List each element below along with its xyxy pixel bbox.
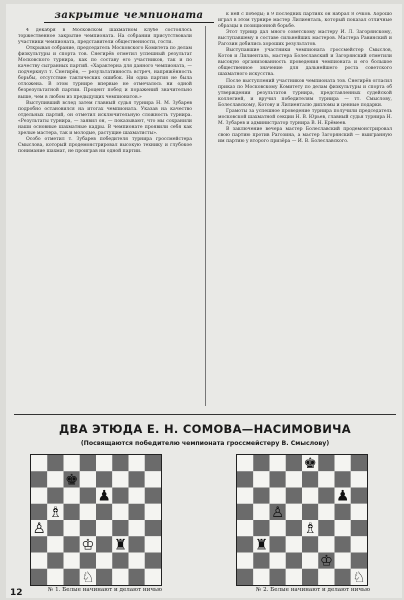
- board-square: [112, 569, 128, 585]
- board-square: [31, 488, 47, 504]
- board-square: [286, 553, 302, 569]
- board-square: [31, 455, 47, 471]
- magazine-page: [6, 4, 402, 598]
- board-square: [335, 455, 351, 471]
- board-square: [80, 488, 96, 504]
- board-square: [302, 553, 318, 569]
- board-square: [145, 471, 161, 487]
- board-square: [253, 504, 269, 520]
- board-square: [270, 569, 286, 585]
- board-square: [80, 520, 96, 536]
- board-square: [31, 569, 47, 585]
- article-paragraph: к ней с победы; в 9 последних партиях он набрал 8 очков. Хорошо играл в этом турнире мастер Лилиенталь, который показал отличные образцы в позиционной борьбе.: [218, 12, 392, 30]
- board-square: [145, 455, 161, 471]
- board-square: [129, 553, 145, 569]
- board-square: [145, 536, 161, 552]
- board-square: [286, 455, 302, 471]
- board-square: [318, 471, 334, 487]
- chess-piece-icon: ♜: [254, 536, 268, 554]
- board-square: [112, 520, 128, 536]
- board-square: [31, 553, 47, 569]
- board-square: [237, 553, 253, 569]
- board-square: [112, 553, 128, 569]
- board-square: [96, 471, 112, 487]
- board-square: [145, 569, 161, 585]
- board-square: [270, 520, 286, 536]
- board-square: [270, 536, 286, 552]
- article-paragraph: 4 декабря в Московском шахматном клубе состоялось торжественное закрытие чемпионата. На собрании присутствовали участники чемпионата, представители общественности, гости.: [18, 28, 192, 46]
- chess-piece-icon: ♗: [303, 520, 317, 537]
- board-square: [237, 471, 253, 487]
- section-title: закрытие чемпионата: [44, 10, 214, 23]
- chess-diagram-1: [30, 454, 162, 586]
- board-square: [129, 536, 145, 552]
- chess-diagram-2: [236, 454, 368, 586]
- board-square: [335, 536, 351, 552]
- board-square: [318, 488, 334, 504]
- board-square: [47, 471, 63, 487]
- board-square: [302, 536, 318, 552]
- board-square: [96, 536, 112, 552]
- board-square: [47, 455, 63, 471]
- article-right-column: [218, 12, 392, 408]
- etude-subtitle: (Посвящаются победителю чемпионата гроссмейстеру В. Смыслову): [80, 440, 330, 447]
- board-square: [112, 471, 128, 487]
- article-paragraph: В заключение вечера мастер Болеславский продемонстрировал свою партию против Рагозина, а мастер Загорянский — выигранную им партию у второго призёра — И. В. Болеславского.: [218, 126, 392, 144]
- board-square: [253, 455, 269, 471]
- chess-piece-icon: ♟: [336, 487, 350, 505]
- board-square: [96, 569, 112, 585]
- article-paragraph: Открывая собрание, председатель Московского Комитета по делам физкультуры и спорта тов. Снегирёв отметил успешный результат Московского турнира, как по составу его участников, так и по качеству сыгранных партий. «Характерна для данного чемпионата, — подчеркнул т. Снегирёв, — результативность встреч, напряжённость борьбы, отсутствие тактических ошибок. Ни одна партия не была отложена. В этом турнире впервые не отмечалось ни одной безрезультатной партии. Процент побед и поражений значительно выше, чем в любом из предыдущих чемпионатов.»: [18, 46, 192, 100]
- article-paragraph: Особо отметил т. Зубарев победителя турнира гроссмейстера Смыслова, который продемонстрировал высокую технику и глубокое понимание шахмат, не проиграв ни одной партии.: [18, 136, 192, 154]
- board-square: [112, 455, 128, 471]
- board-square: [302, 504, 318, 520]
- board-square: [96, 553, 112, 569]
- board-square: [47, 536, 63, 552]
- board-square: [129, 569, 145, 585]
- board-square: [270, 488, 286, 504]
- board-square: [286, 520, 302, 536]
- board-square: [335, 471, 351, 487]
- board-square: [64, 520, 80, 536]
- article-paragraph: Этот турнир дал много советскому мастеру И. Л. Загорянскому, выступавшему в составе сильнейших мастеров. Мастера Равинский и Рагозин добились хороших результатов.: [218, 30, 392, 48]
- board-square: [47, 553, 63, 569]
- board-square: [129, 520, 145, 536]
- board-square: [286, 569, 302, 585]
- article-paragraph: Выступивший вслед затем главный судья турнира Н. М. Зубарев подробно остановился на итогах чемпионата. Указав на качество отдельных партий, он отметил исключительную сложность турнира. «Результаты турнира, — заявил он, — показывают, что мы сохранили наши основные шахматные кадры. В чемпионате проявили себя как зрелые мастера, так и молодые, растущие шахматисты».: [18, 100, 192, 136]
- board-square: [145, 553, 161, 569]
- board-square: [96, 455, 112, 471]
- diagram-1-caption: № 1. Белые начинают и делают ничью: [48, 587, 162, 593]
- chess-piece-icon: ♟: [97, 487, 111, 505]
- chess-piece-icon: ♙: [271, 503, 285, 521]
- article-paragraph: Грамоты за успешное проведение турнира получили председатель московской шахматной секции Н. В. Юрьев, главный судья турнира Н. М. Зубарев и администратор турнира В. Н. Ерёмеев.: [218, 108, 392, 126]
- page-number: 12: [10, 588, 23, 598]
- column-divider: [205, 26, 206, 406]
- etude-title: ДВА ЭТЮДА Е. Н. СОМОВА—НАСИМОВИЧА: [59, 422, 351, 436]
- board-square: [64, 488, 80, 504]
- article-left-column: [18, 28, 192, 408]
- board-square: [335, 504, 351, 520]
- board-square: [335, 553, 351, 569]
- board-square: [253, 553, 269, 569]
- chess-piece-icon: ♔: [319, 552, 333, 570]
- chess-piece-icon: ♘: [352, 568, 366, 585]
- chessboard: [31, 455, 161, 585]
- board-square: [96, 520, 112, 536]
- article-paragraph: После выступлений участников чемпионата тов. Снегирёв огласил приказ по Московскому Комитету по делам физкультуры и спорта об утверждении результатов турнира, представленных судейской коллегией, и вручил победителям турнира — тт. Смыслову, Болеславскому, Котову и Лилиенталю дипломы и ценные подарки.: [218, 78, 392, 108]
- board-square: [253, 569, 269, 585]
- board-square: [318, 504, 334, 520]
- board-square: [47, 569, 63, 585]
- board-square: [80, 553, 96, 569]
- board-square: [335, 569, 351, 585]
- chess-piece-icon: ♔: [81, 536, 95, 554]
- board-square: [237, 569, 253, 585]
- board-square: [112, 488, 128, 504]
- diagram-2-caption: № 2. Белые начинают и делают ничью: [256, 587, 370, 593]
- chessboard: [237, 455, 367, 585]
- board-square: [64, 504, 80, 520]
- board-square: [129, 488, 145, 504]
- board-square: [286, 471, 302, 487]
- board-square: [237, 455, 253, 471]
- board-square: [253, 488, 269, 504]
- chess-piece-icon: ♚: [303, 455, 317, 472]
- board-square: [64, 536, 80, 552]
- chess-piece-icon: ♚: [65, 471, 79, 489]
- board-square: [351, 520, 367, 536]
- board-square: [129, 455, 145, 471]
- board-square: [145, 520, 161, 536]
- board-square: [80, 471, 96, 487]
- board-square: [253, 471, 269, 487]
- chess-piece-icon: ♙: [32, 520, 46, 537]
- board-square: [237, 504, 253, 520]
- section-divider-top: [14, 414, 396, 415]
- board-square: [237, 536, 253, 552]
- board-square: [47, 520, 63, 536]
- board-square: [351, 553, 367, 569]
- board-square: [80, 455, 96, 471]
- board-square: [302, 569, 318, 585]
- board-square: [237, 520, 253, 536]
- board-square: [318, 455, 334, 471]
- board-square: [64, 553, 80, 569]
- board-square: [270, 553, 286, 569]
- board-square: [31, 536, 47, 552]
- board-square: [318, 569, 334, 585]
- board-square: [270, 471, 286, 487]
- board-square: [270, 455, 286, 471]
- board-square: [145, 488, 161, 504]
- board-square: [335, 520, 351, 536]
- board-square: [64, 569, 80, 585]
- board-square: [351, 488, 367, 504]
- board-square: [31, 471, 47, 487]
- article-paragraph: Выступавшие участники чемпионата гроссмейстер Смыслов, Котов и Лилиенталь, мастера Болеславский и Загорянский отметили высокую организованность проведения чемпионата и его большое общественное значение для дальнейшего роста советского шахматного искусства.: [218, 48, 392, 78]
- board-square: [129, 471, 145, 487]
- chess-piece-icon: ♜: [113, 536, 127, 554]
- board-square: [47, 488, 63, 504]
- chess-piece-icon: ♘: [81, 568, 95, 585]
- board-square: [112, 504, 128, 520]
- board-square: [237, 488, 253, 504]
- board-square: [302, 488, 318, 504]
- board-square: [286, 488, 302, 504]
- board-square: [318, 536, 334, 552]
- board-square: [80, 504, 96, 520]
- board-square: [318, 520, 334, 536]
- board-square: [351, 536, 367, 552]
- board-square: [145, 504, 161, 520]
- board-square: [129, 504, 145, 520]
- board-square: [253, 520, 269, 536]
- board-square: [351, 471, 367, 487]
- board-square: [96, 504, 112, 520]
- board-square: [351, 504, 367, 520]
- board-square: [286, 536, 302, 552]
- board-square: [302, 471, 318, 487]
- board-square: [286, 504, 302, 520]
- board-square: [31, 504, 47, 520]
- chess-piece-icon: ♗: [48, 503, 62, 521]
- board-square: [351, 455, 367, 471]
- board-square: [64, 455, 80, 471]
